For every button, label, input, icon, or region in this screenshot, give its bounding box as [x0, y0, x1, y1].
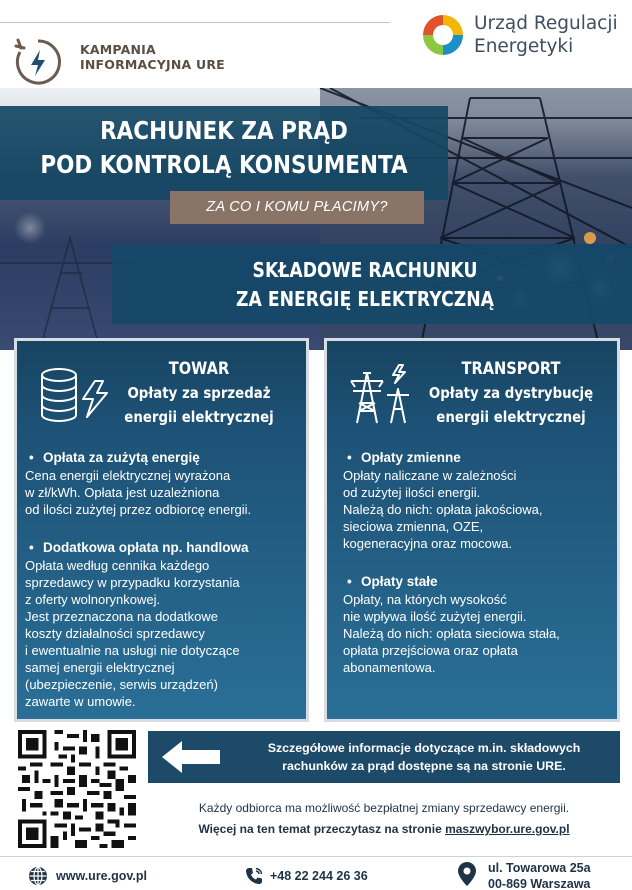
transport-subtitle-2: energii elektrycznej — [436, 408, 586, 426]
coins-lightning-icon — [37, 367, 113, 423]
power-pylons-icon — [347, 363, 413, 425]
towar-heading — [122, 357, 277, 429]
org-name — [474, 12, 618, 58]
towar-bullet-2-line: Jest przeznaczona na dodatkowe — [25, 609, 218, 624]
info-line-2: rachunków za prąd dostępne są na stronie URE. — [282, 759, 566, 773]
towar-bullet-1-line: w zł/kWh. Opłata jest uzależniona — [25, 485, 220, 500]
towar-bullet-1-line: Cena energii elektrycznej wyrażona — [25, 468, 231, 483]
title-line-1: RACHUNEK ZA PRĄD — [100, 116, 348, 145]
transport-bullet-1-line: od zużytej ilości energii. — [343, 485, 481, 500]
campaign-line-1: KAMPANIA — [80, 42, 156, 57]
campaign-line-2: INFORMACYJNA URE — [80, 57, 225, 72]
towar-bullet-2-line: zawarte w umowie. — [25, 694, 136, 709]
transport-bullet-1-line: Należą do nich: opłata jakościowa, — [343, 502, 543, 517]
org-name-line-1: Urząd Regulacji — [474, 13, 618, 34]
towar-bullet-2-line: (ubezpieczenie, serwis urządzeń) — [25, 677, 218, 692]
transport-title: TRANSPORT — [461, 359, 561, 379]
more-info-prefix: Więcej na ten temat przeczytasz na stronie — [198, 822, 446, 836]
switch-supplier-note: Każdy odbiorca ma możliwość bezpłatnej zmiany sprzedawcy energii. — [198, 801, 570, 815]
towar-bullet-2-line: Opłata według cennika każdego — [25, 558, 210, 573]
transport-subtitle-1: Opłaty za dystrybucję — [428, 384, 594, 402]
towar-bullet-1-line: od ilości zużytej przez odbiorcę energii. — [25, 502, 252, 517]
transport-bullet-1-line: sieciowa zmienna, OZE, — [343, 519, 484, 534]
left-arrow-icon — [158, 737, 224, 777]
phone-icon — [244, 866, 264, 886]
transport-bullet-2-line: opłata przejściowa oraz opłata — [343, 643, 518, 658]
towar-subtitle-2: energii elektrycznej — [124, 408, 274, 426]
more-info-note — [148, 822, 620, 836]
transport-bullet-2-line: Opłaty, na których wysokość — [343, 592, 507, 607]
transport-bullet-1-title: • Opłaty zmienne — [343, 449, 617, 467]
ure-logo-icon — [420, 12, 466, 58]
footer-website[interactable]: www.ure.gov.pl — [56, 869, 147, 883]
campaign-label — [80, 42, 225, 72]
page-title — [31, 114, 416, 182]
subtitle: ZA CO I KOMU PŁACIMY? — [206, 199, 388, 215]
towar-bullet-2-line: i ewentualnie na usługi nie dotyczące — [25, 643, 240, 658]
components-line-2: ZA ENERGIĘ ELEKTRYCZNĄ — [236, 287, 494, 311]
transport-bullet-1-line: kogeneracyjna oraz mocowa. — [343, 536, 513, 551]
footer-address — [488, 860, 591, 890]
info-line-1: Szczegółowe informacje dotyczące m.in. składowych — [267, 741, 581, 755]
footer-phone[interactable]: +48 22 244 26 36 — [270, 869, 368, 883]
towar-bullet-2-line: z oferty wolnorynkowej. — [25, 592, 161, 607]
title-line-2: POD KONTROLĄ KONSUMENTA — [40, 150, 408, 179]
org-name-line-2: Energetyki — [474, 36, 574, 57]
transport-bullet-2-line: nie wpływa ilość zużytej energii. — [343, 609, 527, 624]
footer-divider — [0, 856, 632, 857]
transport-bullet-2-title: • Opłaty stałe — [343, 573, 617, 591]
towar-bullet-1-title: • Opłata za zużytą energię — [25, 449, 307, 467]
towar-title: TOWAR — [168, 359, 230, 379]
info-text — [234, 739, 614, 775]
qr-code[interactable] — [18, 730, 136, 848]
maszwybor-link[interactable]: maszwybor.ure.gov.pl — [445, 822, 570, 836]
transport-heading — [427, 357, 596, 429]
footer-address-line-2: 00-869 Warszawa — [488, 877, 591, 890]
footer-address-line-1: ul. Towarowa 25a — [488, 861, 591, 875]
towar-bullet-2-line: samej energii elektrycznej — [25, 660, 175, 675]
top-divider — [0, 22, 390, 23]
towar-bullet-2-line: koszty działalności sprzedawcy — [25, 626, 205, 641]
transport-bullet-2-line: abonamentowa. — [343, 660, 436, 675]
towar-subtitle-1: Opłaty za sprzedaż — [127, 384, 271, 402]
card-towar — [14, 338, 309, 722]
components-heading — [152, 256, 577, 314]
globe-icon — [28, 866, 48, 886]
components-line-1: SKŁADOWE RACHUNKU — [252, 258, 478, 282]
transport-body — [343, 449, 617, 676]
towar-bullet-2-title: • Dodatkowa opłata np. handlowa — [25, 539, 307, 557]
transport-bullet-2-line: Należą do nich: opłata sieciowa stała, — [343, 626, 560, 641]
transport-bullet-1-line: Opłaty naliczane w zależności — [343, 468, 517, 483]
location-pin-icon — [458, 862, 476, 886]
towar-bullet-2-line: sprzedawcy w przypadku korzystania — [25, 575, 240, 590]
lightning-plug-icon — [12, 36, 64, 88]
towar-body — [25, 449, 307, 710]
card-transport — [324, 338, 620, 722]
